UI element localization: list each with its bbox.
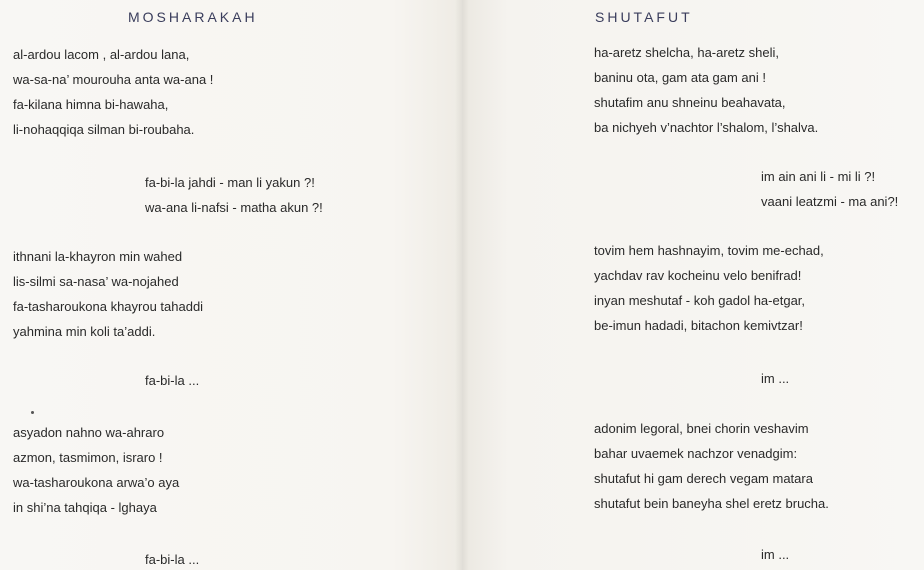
verse-line: li-nohaqqiqa silman bi-roubaha.	[13, 122, 195, 137]
book-spine	[455, 0, 469, 570]
verse-line: shutafim anu shneinu beahavata,	[594, 95, 786, 110]
verse-line: adonim legoral, bnei chorin veshavim	[594, 421, 809, 436]
refrain-line: fa-bi-la jahdi - man li yakun ?!	[145, 175, 315, 190]
refrain-line: fa-bi-la ...	[145, 373, 200, 388]
verse-line: yachdav rav kocheinu velo benifrad!	[594, 268, 802, 283]
verse-line: ithnani la-khayron min wahed	[13, 249, 183, 264]
verse-line: ha-aretz shelcha, ha-aretz sheli,	[594, 45, 779, 60]
verse-line: fa-tasharoukona khayrou tahaddi	[13, 299, 204, 314]
right-page-title: SHUTAFUT	[595, 9, 693, 25]
refrain-line: im ...	[761, 371, 790, 386]
left-page-title: MOSHARAKAH	[128, 9, 258, 25]
verse-line: tovim hem hashnayim, tovim me-echad,	[594, 243, 824, 258]
verse-line: wa-sa-na’ mourouha anta wa-ana !	[13, 72, 214, 87]
verse-line: inyan meshutaf - koh gadol ha-etgar,	[594, 293, 806, 308]
page-speck	[31, 411, 34, 414]
refrain-line: im ain ani li - mi li ?!	[761, 169, 876, 184]
refrain-line: fa-bi-la ...	[145, 552, 200, 567]
verse-line: ba nichyeh v’nachtor l’shalom, l’shalva.	[594, 120, 819, 135]
verse-line: lis-silmi sa-nasa’ wa-nojahed	[13, 274, 179, 289]
verse-line: wa-tasharoukona arwa’o aya	[13, 475, 180, 490]
refrain-line: vaani leatzmi - ma ani?!	[761, 194, 899, 209]
verse-line: shutafut bein baneyha shel eretz brucha.	[594, 496, 829, 511]
verse-line: asyadon nahno wa-ahraro	[13, 425, 165, 440]
verse-line: bahar uvaemek nachzor venadgim:	[594, 446, 798, 461]
right-page	[462, 0, 924, 570]
verse-line: azmon, tasmimon, israro !	[13, 450, 163, 465]
refrain-line: wa-ana li-nafsi - matha akun ?!	[145, 200, 323, 215]
verse-line: baninu ota, gam ata gam ani !	[594, 70, 767, 85]
verse-line: al-ardou lacom , al-ardou lana,	[13, 47, 190, 62]
refrain-line: im ...	[761, 547, 790, 562]
verse-line: fa-kilana himna bi-hawaha,	[13, 97, 169, 112]
verse-line: shutafut hi gam derech vegam matara	[594, 471, 813, 486]
verse-line: yahmina min koli ta’addi.	[13, 324, 156, 339]
verse-line: in shi’na tahqiqa - lghaya	[13, 500, 157, 515]
verse-line: be-imun hadadi, bitachon kemivtzar!	[594, 318, 803, 333]
